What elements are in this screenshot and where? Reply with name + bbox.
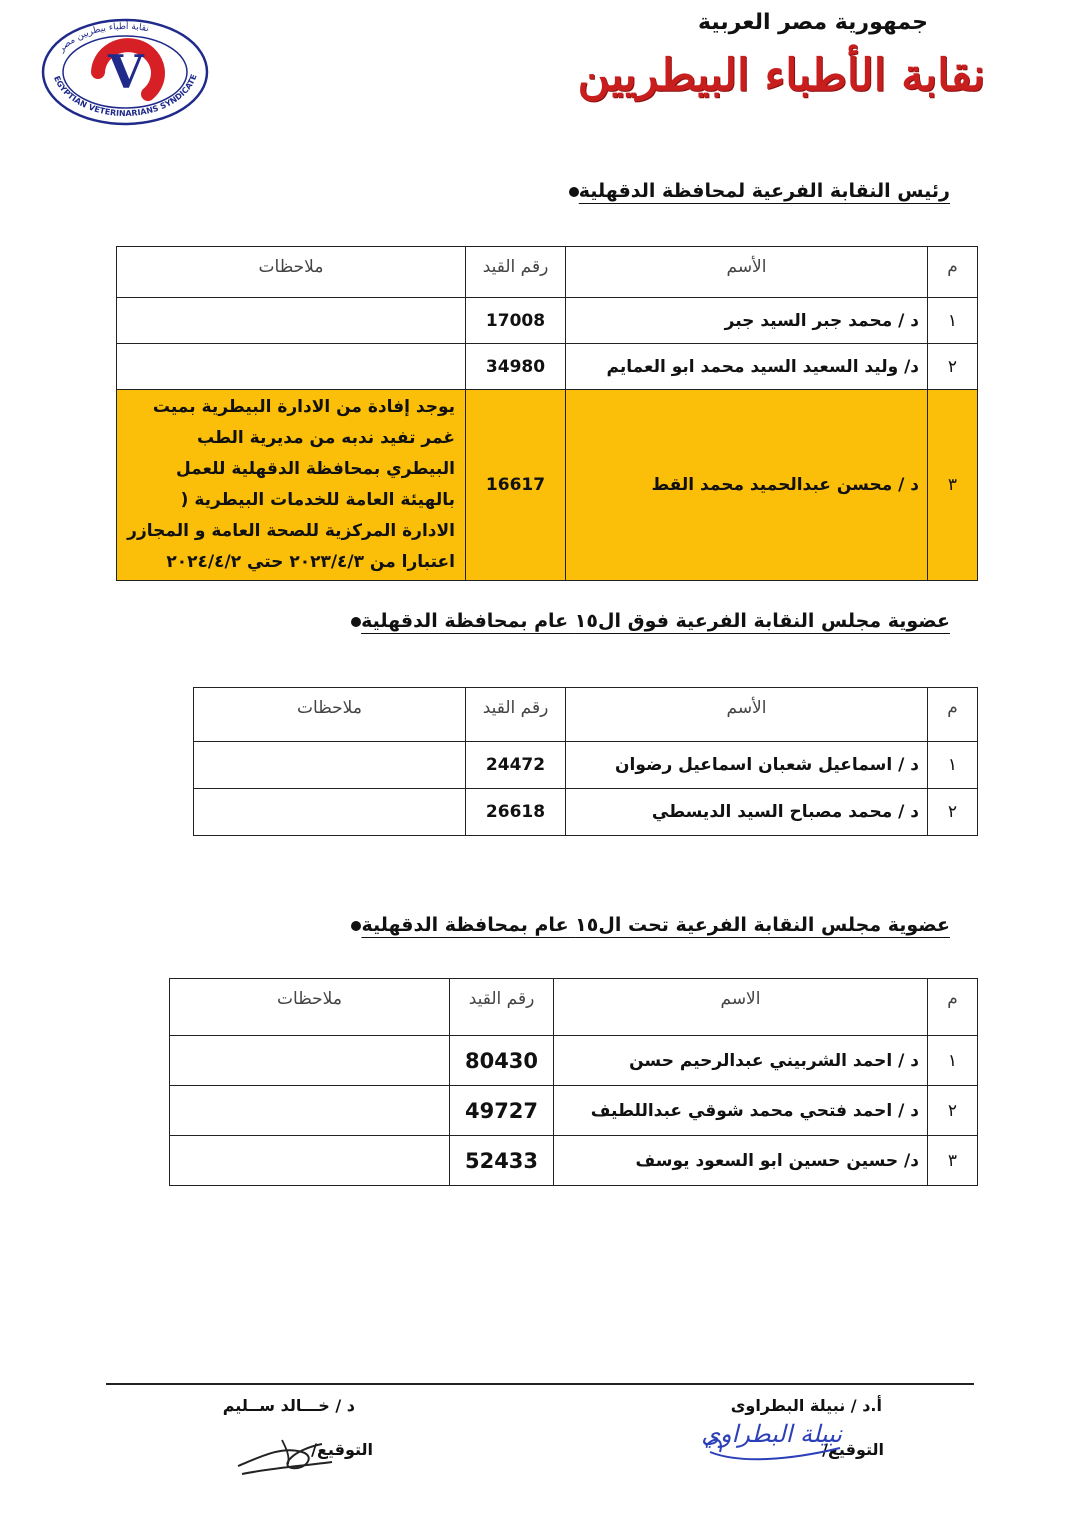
table-row <box>170 1086 978 1136</box>
registration-number: 17008 <box>466 298 566 344</box>
column-header-reg: رقم القيد <box>466 688 566 742</box>
table-row <box>170 1136 978 1186</box>
column-header-name: الأسم <box>566 247 928 298</box>
column-header-number: م <box>928 688 978 742</box>
table-row <box>117 298 978 344</box>
row-number: ٢ <box>928 344 978 390</box>
member-name: د/ وليد السعيد السيد محمد ابو العمايم <box>566 344 928 390</box>
logo-text-en: EGYPTIAN VETERINARIANS SYNDICATE <box>51 73 199 119</box>
notes-cell <box>170 1086 450 1136</box>
section-heading-3 <box>150 914 950 936</box>
notes-cell <box>170 1136 450 1186</box>
member-name: د / محمد مصباح السيد الديسطي <box>566 789 928 836</box>
row-number: ٣ <box>928 1136 978 1186</box>
table-row <box>170 1036 978 1086</box>
bullet-icon <box>569 187 579 197</box>
row-number: ٣ <box>928 390 978 581</box>
section-title: عضوية مجلس النقابة الفرعية تحت ال١٥ عام بمحافظة الدقهلية <box>361 914 950 936</box>
bullet-icon <box>351 617 361 627</box>
row-number: ٢ <box>928 1086 978 1136</box>
signatory-right-name: أ.د / نبيلة البطراوى <box>730 1396 882 1415</box>
registration-number: 52433 <box>450 1136 554 1186</box>
syndicate-logo <box>40 16 210 128</box>
column-header-reg: رقم القيد <box>450 979 554 1036</box>
table-row-highlighted <box>117 390 978 581</box>
registration-number: 26618 <box>466 789 566 836</box>
member-name: د / احمد فتحي محمد شوقي عبداللطيف <box>554 1086 928 1136</box>
republic-title: جمهورية مصر العربية <box>698 10 928 35</box>
column-header-notes: ملاحظات <box>117 247 466 298</box>
below-15-table <box>169 978 978 1186</box>
signatory-left-sign-label: التوقيع/ <box>311 1440 373 1459</box>
row-number: ١ <box>928 742 978 789</box>
signature-right <box>700 1408 850 1468</box>
section-title: رئيس النقابة الفرعية لمحافظة الدقهلية <box>578 180 950 202</box>
row-number: ١ <box>928 1036 978 1086</box>
member-name: د / احمد الشربيني عبدالرحيم حسن <box>554 1036 928 1086</box>
table-row <box>194 742 978 789</box>
table-row <box>117 344 978 390</box>
signature-right-text: نبيلة البطراوي <box>701 1420 842 1448</box>
registration-number: 16617 <box>466 390 566 581</box>
logo-text-ar: نقابة أطباء بيطريين مصر <box>56 21 150 55</box>
bullet-icon <box>351 921 361 931</box>
notes-cell <box>170 1036 450 1086</box>
column-header-name: الأسم <box>566 688 928 742</box>
column-header-name: الاسم <box>554 979 928 1036</box>
member-name: د / اسماعيل شعبان اسماعيل رضوان <box>566 742 928 789</box>
signatory-left-name: د / خـــالد ســليم <box>222 1396 355 1415</box>
section-title: عضوية مجلس النقابة الفرعية فوق ال١٥ عام بمحافظة الدقهلية <box>361 610 950 632</box>
notes-cell <box>194 742 466 789</box>
column-header-reg: رقم القيد <box>466 247 566 298</box>
section-heading-2 <box>150 610 950 632</box>
registration-number: 34980 <box>466 344 566 390</box>
column-header-number: م <box>928 247 978 298</box>
column-header-number: م <box>928 979 978 1036</box>
registration-number: 80430 <box>450 1036 554 1086</box>
head-table <box>116 246 978 581</box>
table-row <box>194 789 978 836</box>
above-15-table <box>193 687 978 836</box>
member-name: د / محسن عبدالحميد محمد القط <box>566 390 928 581</box>
notes-cell: يوجد إفادة من الادارة البيطرية بميت غمر تفيد ندبه من مديرية الطب البيطري بمحافظة الدقهلية للعمل بالهيئة العامة للخدمات البيطرية ( الادارة المركزية للصحة العامة و المجازر اعتبارا من ٢٠٢٣/٤/٣ حتي ٢٠٢٤/٤/٢ <box>117 390 466 581</box>
member-name: د / محمد جبر السيد جبر <box>566 298 928 344</box>
notes-cell <box>117 344 466 390</box>
column-header-notes: ملاحظات <box>194 688 466 742</box>
footer-divider <box>106 1383 974 1385</box>
registration-number: 49727 <box>450 1086 554 1136</box>
registration-number: 24472 <box>466 742 566 789</box>
logo-letter: V <box>108 45 144 99</box>
notes-cell <box>194 789 466 836</box>
syndicate-title: نقابة الأطباء البيطريين <box>577 50 985 101</box>
section-heading-1 <box>250 180 950 202</box>
row-number: ٢ <box>928 789 978 836</box>
signature-left <box>232 1426 342 1482</box>
row-number: ١ <box>928 298 978 344</box>
column-header-notes: ملاحظات <box>170 979 450 1036</box>
member-name: د/ حسين حسين ابو السعود يوسف <box>554 1136 928 1186</box>
notes-cell <box>117 298 466 344</box>
signatory-right-sign-label: التوقيع/ <box>822 1440 884 1459</box>
